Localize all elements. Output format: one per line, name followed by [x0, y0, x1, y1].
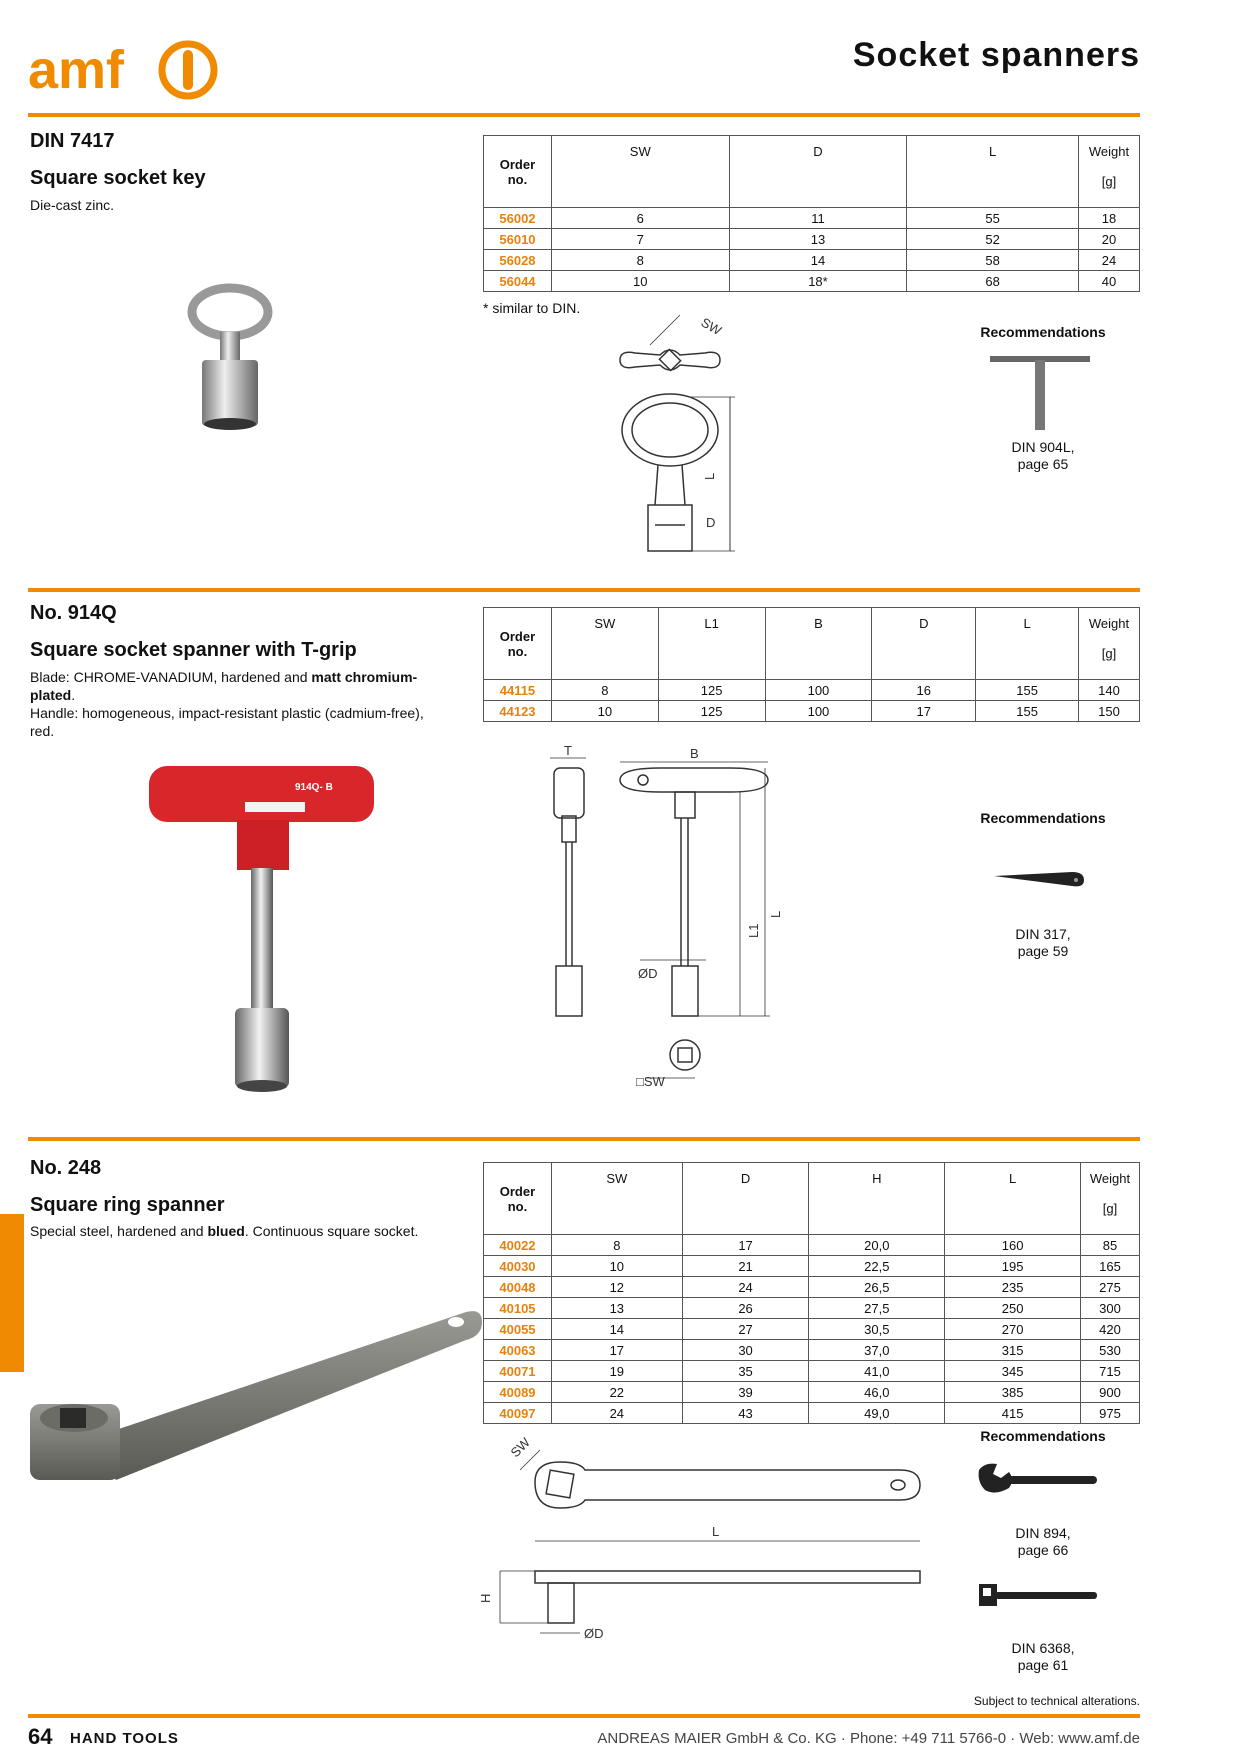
section2-table: [483, 607, 1140, 722]
logo-wordmark: amf: [28, 40, 125, 100]
footer-company: ANDREAS MAIER GmbH & Co. KG · Phone: +49 711 5766-0 · Web: www.amf.de: [597, 1730, 1140, 1747]
table-row: [484, 1361, 1140, 1382]
cell: 52: [907, 229, 1079, 250]
hook-wrench-icon[interactable]: [975, 1578, 1100, 1612]
cell: 10: [551, 271, 729, 292]
cell: 100: [765, 680, 872, 701]
cell: 24: [1079, 250, 1140, 271]
cell: 345: [945, 1361, 1081, 1382]
cell: 30,5: [809, 1319, 945, 1340]
dim-od: ØD: [584, 1626, 604, 1641]
rec-caption-line: DIN 904L,: [1011, 439, 1075, 455]
cell: 12: [551, 1277, 682, 1298]
section1-title: Square socket key: [30, 167, 206, 189]
cell: 16: [872, 680, 976, 701]
cell: 975: [1080, 1403, 1139, 1424]
cell: 17: [551, 1340, 682, 1361]
socket-key-drawing: [610, 305, 770, 555]
cell: 715: [1080, 1361, 1139, 1382]
order-number[interactable]: 40030: [484, 1256, 552, 1277]
cell: 68: [907, 271, 1079, 292]
rec-caption-line: page 61: [1017, 1657, 1069, 1673]
ring-spanner-drawing: [478, 1434, 920, 1660]
cell: 55: [907, 208, 1079, 229]
table-row: [484, 1256, 1140, 1277]
rec-caption-line: page 59: [1017, 943, 1069, 959]
cell: 140: [1079, 680, 1140, 701]
order-number[interactable]: 40089: [484, 1382, 552, 1403]
t-grip-spanner-drawing: [540, 743, 810, 1098]
chapter-tab: [0, 1214, 24, 1372]
cell: 530: [1080, 1340, 1139, 1361]
order-number[interactable]: 40071: [484, 1361, 552, 1382]
rec-caption-line: page 65: [1017, 456, 1069, 472]
order-number[interactable]: 40105: [484, 1298, 552, 1319]
dim-d: D: [706, 515, 716, 530]
cell: 385: [945, 1382, 1081, 1403]
cell: 24: [682, 1277, 809, 1298]
col-header-b: B: [765, 608, 872, 680]
t-grip-spanner-image: [145, 760, 380, 1095]
cell: 160: [945, 1235, 1081, 1256]
cell: 155: [976, 680, 1079, 701]
cell: 900: [1080, 1382, 1139, 1403]
dim-l1: L1: [746, 923, 761, 938]
section3-title: Square ring spanner: [30, 1194, 225, 1216]
order-number[interactable]: 40055: [484, 1319, 552, 1340]
cell: 26: [682, 1298, 809, 1319]
col-header-order: Order no.: [484, 608, 552, 680]
table-row: [484, 250, 1140, 271]
order-number[interactable]: 56002: [484, 208, 552, 229]
col-header-d: D: [729, 136, 907, 208]
cell: 11: [729, 208, 907, 229]
dim-sw: SW: [507, 1434, 533, 1461]
cell: 21: [682, 1256, 809, 1277]
cell: 420: [1080, 1319, 1139, 1340]
amf-logo: [28, 36, 228, 106]
order-number[interactable]: 40048: [484, 1277, 552, 1298]
cell: 7: [551, 229, 729, 250]
section3-norm: No. 248: [30, 1157, 102, 1179]
cell: 300: [1080, 1298, 1139, 1319]
cell: 8: [551, 680, 658, 701]
desc-text: . Continuous square socket.: [244, 1223, 419, 1239]
table-row: [484, 1298, 1140, 1319]
cell: 19: [551, 1361, 682, 1382]
table-row: [484, 1235, 1140, 1256]
order-number[interactable]: 40022: [484, 1235, 552, 1256]
cell: 10: [551, 1256, 682, 1277]
cell: 22: [551, 1382, 682, 1403]
order-number[interactable]: 56028: [484, 250, 552, 271]
section1-recommendations-title: Recommendations: [980, 324, 1106, 340]
desc-emphasis: blued: [207, 1223, 245, 1239]
cell: 18: [1079, 208, 1140, 229]
col-header-order: Order no.: [484, 1163, 552, 1235]
dim-t: T: [564, 743, 572, 758]
section-divider: [28, 1137, 1140, 1141]
section1-description: Die-cast zinc.: [30, 197, 115, 213]
cell: 40: [1079, 271, 1140, 292]
section1-table: [483, 135, 1140, 292]
square-ring-spanner-image: [26, 1300, 486, 1490]
col-header-sw: SW: [551, 1163, 682, 1235]
cell: 58: [907, 250, 1079, 271]
col-header-d: D: [682, 1163, 809, 1235]
footer-divider: [28, 1714, 1140, 1718]
desc-text: Special steel, hardened and: [30, 1223, 208, 1239]
cell: 155: [976, 701, 1079, 722]
order-number[interactable]: 40063: [484, 1340, 552, 1361]
dim-l: L: [712, 1524, 720, 1539]
col-header-weight: Weight [g]: [1079, 136, 1140, 208]
section2-description: [30, 668, 440, 740]
dim-sw: SW: [698, 314, 725, 339]
section3-description: [30, 1222, 440, 1240]
section2-recommendations-title: Recommendations: [980, 810, 1106, 826]
dim-od: ØD: [638, 966, 658, 981]
cell: 14: [551, 1319, 682, 1340]
rec-caption-line: page 66: [1017, 1542, 1069, 1558]
rec-caption-line: DIN 6368,: [1011, 1640, 1075, 1656]
page-number: 64: [28, 1724, 53, 1749]
table-row: [484, 1403, 1140, 1424]
dim-sw: □SW: [636, 1074, 665, 1089]
order-number[interactable]: 56044: [484, 271, 552, 292]
section3-table: [483, 1162, 1140, 1424]
cell: 27: [682, 1319, 809, 1340]
cell: 315: [945, 1340, 1081, 1361]
cell: 20,0: [809, 1235, 945, 1256]
col-header-l1: L1: [658, 608, 765, 680]
cell: 125: [658, 701, 765, 722]
cell: 18*: [729, 271, 907, 292]
section1-recommendation-caption[interactable]: [963, 439, 1123, 473]
cell: 22,5: [809, 1256, 945, 1277]
table-row: [484, 1340, 1140, 1361]
table-row: [484, 701, 1140, 722]
drift-punch-icon[interactable]: [992, 868, 1092, 892]
section3-recommendations-title: Recommendations: [980, 1428, 1106, 1444]
cell: 43: [682, 1403, 809, 1424]
cell: 26,5: [809, 1277, 945, 1298]
cell: 13: [551, 1298, 682, 1319]
table-row: [484, 1277, 1140, 1298]
order-number[interactable]: 44123: [484, 701, 552, 722]
section1-footnote: * similar to DIN.: [483, 300, 581, 316]
section2-title: Square socket spanner with T-grip: [30, 639, 357, 661]
col-header-weight: Weight [g]: [1080, 1163, 1139, 1235]
col-header-weight: Weight [g]: [1079, 608, 1140, 680]
t-handle-wrench-icon[interactable]: [985, 352, 1095, 432]
dim-b: B: [690, 746, 699, 761]
cell: 35: [682, 1361, 809, 1382]
desc-text: Handle: homogeneous, impact-resistant plastic (cadmium-free), red.: [30, 705, 424, 739]
cell: 39: [682, 1382, 809, 1403]
cell: 14: [729, 250, 907, 271]
cell: 17: [682, 1235, 809, 1256]
cell: 195: [945, 1256, 1081, 1277]
section3-recommendation-caption-2[interactable]: [963, 1640, 1123, 1674]
dim-h: H: [478, 1593, 493, 1603]
grip-label: 914Q- B: [295, 782, 333, 793]
cell: 10: [551, 701, 658, 722]
header-divider: [28, 113, 1140, 117]
section3-recommendation-caption-1[interactable]: [963, 1525, 1123, 1559]
order-number[interactable]: 40097: [484, 1403, 552, 1424]
cell: 8: [551, 1235, 682, 1256]
cell: 235: [945, 1277, 1081, 1298]
col-header-sw: SW: [551, 608, 658, 680]
section2-recommendation-caption[interactable]: [963, 926, 1123, 960]
rec-caption-line: DIN 317,: [1015, 926, 1071, 942]
col-header-d: D: [872, 608, 976, 680]
square-socket-key-image: [180, 282, 280, 432]
footer-section: HAND TOOLS: [70, 1730, 179, 1747]
section-divider: [28, 588, 1140, 592]
table-row: [484, 1382, 1140, 1403]
cell: 20: [1079, 229, 1140, 250]
section1-norm: DIN 7417: [30, 130, 115, 152]
cell: 17: [872, 701, 976, 722]
order-number[interactable]: 56010: [484, 229, 552, 250]
col-header-l: L: [907, 136, 1079, 208]
cell: 49,0: [809, 1403, 945, 1424]
dim-l: L: [702, 472, 717, 480]
col-header-l: L: [976, 608, 1079, 680]
cell: 46,0: [809, 1382, 945, 1403]
cell: 125: [658, 680, 765, 701]
rec-caption-line: DIN 894,: [1015, 1525, 1071, 1541]
cell: 100: [765, 701, 872, 722]
alterations-note: Subject to technical alterations.: [973, 1694, 1140, 1708]
table-row: [484, 271, 1140, 292]
desc-emphasis: matt chromium-plated: [30, 669, 418, 703]
cell: 13: [729, 229, 907, 250]
desc-text: Blade: CHROME-VANADIUM, hardened and: [30, 669, 312, 685]
cell: 41,0: [809, 1361, 945, 1382]
table-row: [484, 680, 1140, 701]
cell: 6: [551, 208, 729, 229]
page-title: Socket spanners: [852, 36, 1140, 74]
cell: 27,5: [809, 1298, 945, 1319]
col-header-l: L: [945, 1163, 1081, 1235]
table-row: [484, 208, 1140, 229]
cell: 275: [1080, 1277, 1139, 1298]
dim-l: L: [768, 910, 783, 918]
table-row: [484, 1319, 1140, 1340]
cell: 270: [945, 1319, 1081, 1340]
cell: 30: [682, 1340, 809, 1361]
cell: 250: [945, 1298, 1081, 1319]
col-header-sw: SW: [551, 136, 729, 208]
cell: 165: [1080, 1256, 1139, 1277]
desc-text: .: [71, 687, 76, 703]
order-number[interactable]: 44115: [484, 680, 552, 701]
col-header-h: H: [809, 1163, 945, 1235]
table-row: [484, 229, 1140, 250]
cell: 85: [1080, 1235, 1139, 1256]
cell: 415: [945, 1403, 1081, 1424]
col-header-order: Order no.: [484, 136, 552, 208]
section2-norm: No. 914Q: [30, 602, 117, 624]
open-end-wrench-icon[interactable]: [975, 1460, 1100, 1500]
cell: 8: [551, 250, 729, 271]
cell: 24: [551, 1403, 682, 1424]
cell: 150: [1079, 701, 1140, 722]
cell: 37,0: [809, 1340, 945, 1361]
